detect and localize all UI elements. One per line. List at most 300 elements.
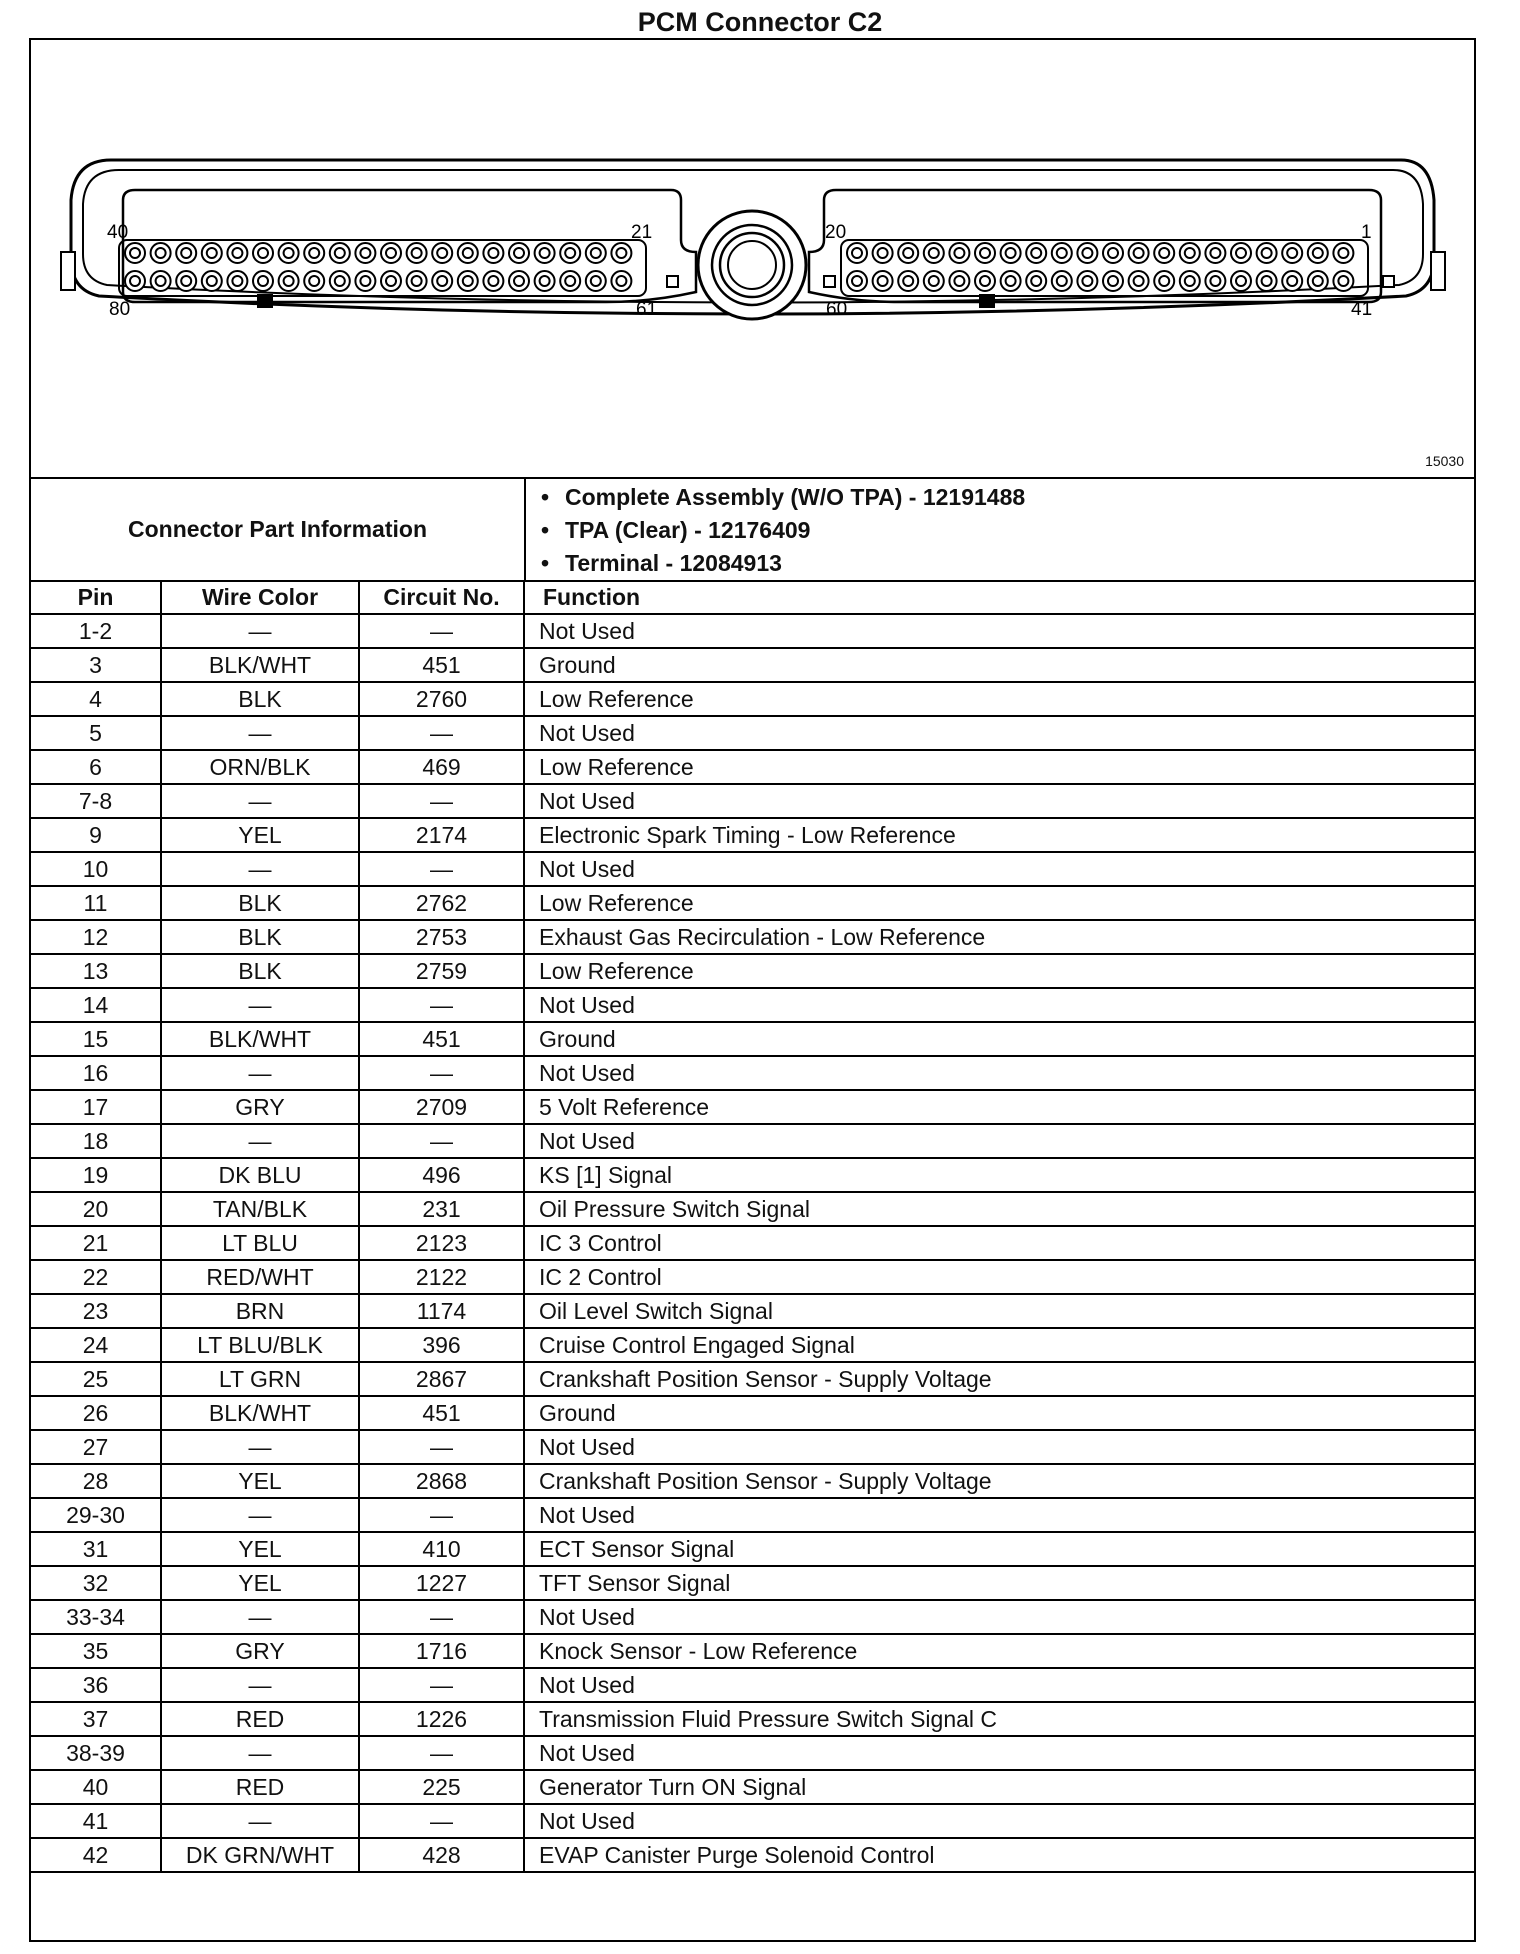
function-cell: Cruise Control Engaged Signal xyxy=(524,1328,1474,1362)
pin-socket xyxy=(151,243,171,263)
pin-socket xyxy=(304,271,324,291)
function-cell: IC 3 Control xyxy=(524,1226,1474,1260)
pin-cell: 11 xyxy=(31,886,161,920)
circuit-cell: — xyxy=(359,1056,524,1090)
pin-socket xyxy=(1180,243,1200,263)
function-cell: ECT Sensor Signal xyxy=(524,1532,1474,1566)
header-wire-color: Wire Color xyxy=(161,581,359,614)
table-row xyxy=(31,648,1474,682)
circuit-cell: — xyxy=(359,1498,524,1532)
function-cell: Not Used xyxy=(524,1668,1474,1702)
right-polarizer xyxy=(979,294,995,308)
wire-color-cell: GRY xyxy=(161,1090,359,1124)
pin-socket xyxy=(975,243,995,263)
pin-socket xyxy=(1154,243,1174,263)
wire-color-cell: LT BLU xyxy=(161,1226,359,1260)
pin-socket xyxy=(1282,271,1302,291)
pin-cell: 6 xyxy=(31,750,161,784)
circuit-cell: 2759 xyxy=(359,954,524,988)
pin-socket xyxy=(1001,271,1021,291)
circuit-cell: — xyxy=(359,1430,524,1464)
pin-cell: 36 xyxy=(31,1668,161,1702)
wire-color-cell: DK BLU xyxy=(161,1158,359,1192)
pin-cell: 12 xyxy=(31,920,161,954)
wire-color-cell: BLK xyxy=(161,886,359,920)
pin-socket xyxy=(176,243,196,263)
pin-label-20: 20 xyxy=(825,222,847,243)
circuit-cell: 2174 xyxy=(359,818,524,852)
wire-color-cell: LT BLU/BLK xyxy=(161,1328,359,1362)
function-cell: KS [1] Signal xyxy=(524,1158,1474,1192)
pin-socket xyxy=(1154,271,1174,291)
pin-socket xyxy=(202,271,222,291)
function-cell: Not Used xyxy=(524,1600,1474,1634)
circuit-cell: 451 xyxy=(359,1396,524,1430)
pin-socket xyxy=(535,271,555,291)
circuit-cell: — xyxy=(359,716,524,750)
wire-color-cell: — xyxy=(161,1056,359,1090)
circuit-cell: 1716 xyxy=(359,1634,524,1668)
circuit-cell: 496 xyxy=(359,1158,524,1192)
right-latch xyxy=(1431,252,1445,290)
table-row xyxy=(31,750,1474,784)
pin-socket xyxy=(125,271,145,291)
wire-color-cell: — xyxy=(161,1600,359,1634)
circuit-cell: 231 xyxy=(359,1192,524,1226)
pin-socket xyxy=(330,271,350,291)
wire-color-cell: BLK/WHT xyxy=(161,648,359,682)
circuit-cell: 1174 xyxy=(359,1294,524,1328)
pin-socket xyxy=(873,243,893,263)
pin-socket xyxy=(1129,243,1149,263)
pin-socket xyxy=(611,243,631,263)
function-cell: Not Used xyxy=(524,852,1474,886)
pin-cell: 31 xyxy=(31,1532,161,1566)
circuit-cell: — xyxy=(359,784,524,818)
circuit-cell: — xyxy=(359,852,524,886)
circuit-cell: 410 xyxy=(359,1532,524,1566)
pin-socket xyxy=(407,243,427,263)
table-row xyxy=(31,1566,1474,1600)
pin-cell: 5 xyxy=(31,716,161,750)
circuit-cell: 1227 xyxy=(359,1566,524,1600)
part-info-label: Connector Part Information xyxy=(31,479,526,580)
pin-socket xyxy=(1282,243,1302,263)
pin-socket xyxy=(873,271,893,291)
table-row xyxy=(31,1022,1474,1056)
pin-socket xyxy=(898,271,918,291)
pin-cell: 41 xyxy=(31,1804,161,1838)
right-pin-grid xyxy=(847,243,1353,291)
pin-socket xyxy=(1052,243,1072,263)
pin-socket xyxy=(355,271,375,291)
circuit-cell: — xyxy=(359,1124,524,1158)
pin-socket xyxy=(227,271,247,291)
part-info-item: • TPA (Clear) - 12176409 xyxy=(541,514,1025,547)
table-row xyxy=(31,1158,1474,1192)
pin-cell: 13 xyxy=(31,954,161,988)
pin-socket xyxy=(483,243,503,263)
pin-socket xyxy=(355,243,375,263)
table-row xyxy=(31,1192,1474,1226)
pin-cell: 20 xyxy=(31,1192,161,1226)
circuit-cell: — xyxy=(359,1736,524,1770)
function-cell: Oil Level Switch Signal xyxy=(524,1294,1474,1328)
pin-cell: 25 xyxy=(31,1362,161,1396)
function-cell: Not Used xyxy=(524,1124,1474,1158)
header-function: Function xyxy=(524,581,1474,614)
pin-socket xyxy=(924,243,944,263)
circuit-cell: 428 xyxy=(359,1838,524,1872)
pin-cell: 42 xyxy=(31,1838,161,1872)
pin-cell: 22 xyxy=(31,1260,161,1294)
connector-diagram-svg xyxy=(31,40,1474,477)
function-cell: Generator Turn ON Signal xyxy=(524,1770,1474,1804)
table-row xyxy=(31,818,1474,852)
pin-cell: 17 xyxy=(31,1090,161,1124)
function-cell: Crankshaft Position Sensor - Supply Voltage xyxy=(524,1464,1474,1498)
pin-cell: 4 xyxy=(31,682,161,716)
pin-socket xyxy=(458,271,478,291)
pin-label-1: 1 xyxy=(1361,222,1372,243)
connector-part-information xyxy=(31,479,1474,582)
table-row xyxy=(31,1226,1474,1260)
header-pin: Pin xyxy=(31,581,161,614)
table-row xyxy=(31,1498,1474,1532)
table-row xyxy=(31,1736,1474,1770)
pin-socket xyxy=(432,243,452,263)
circuit-cell: — xyxy=(359,1668,524,1702)
pin-socket xyxy=(1205,243,1225,263)
circuit-cell: 2867 xyxy=(359,1362,524,1396)
wire-color-cell: — xyxy=(161,1804,359,1838)
pin-socket xyxy=(975,271,995,291)
function-cell: Ground xyxy=(524,648,1474,682)
circuit-cell: 2122 xyxy=(359,1260,524,1294)
connector-diagram xyxy=(31,40,1474,479)
pin-socket xyxy=(432,271,452,291)
pin-function-table xyxy=(31,581,1474,1873)
pin-label-40: 40 xyxy=(107,222,129,243)
function-cell: TFT Sensor Signal xyxy=(524,1566,1474,1600)
function-cell: Ground xyxy=(524,1022,1474,1056)
wire-color-cell: — xyxy=(161,784,359,818)
left-polarizer xyxy=(257,294,273,308)
table-row xyxy=(31,1600,1474,1634)
pin-socket xyxy=(381,243,401,263)
table-row xyxy=(31,886,1474,920)
pin-socket xyxy=(1077,271,1097,291)
left-latch xyxy=(61,252,75,290)
function-cell: Not Used xyxy=(524,988,1474,1022)
function-cell: Low Reference xyxy=(524,682,1474,716)
pin-socket xyxy=(611,271,631,291)
pin-socket xyxy=(381,271,401,291)
function-cell: Not Used xyxy=(524,716,1474,750)
pin-cell: 40 xyxy=(31,1770,161,1804)
pin-cell: 24 xyxy=(31,1328,161,1362)
pin-socket xyxy=(847,243,867,263)
pin-socket xyxy=(330,243,350,263)
right-key-square xyxy=(1383,276,1394,287)
pin-socket xyxy=(1205,271,1225,291)
function-cell: Transmission Fluid Pressure Switch Signal C xyxy=(524,1702,1474,1736)
pin-cell: 19 xyxy=(31,1158,161,1192)
pin-cell: 35 xyxy=(31,1634,161,1668)
table-row xyxy=(31,1838,1474,1872)
pin-cell: 33-34 xyxy=(31,1600,161,1634)
table-header-row xyxy=(31,581,1474,614)
table-row xyxy=(31,988,1474,1022)
table-row xyxy=(31,614,1474,648)
pin-cell: 37 xyxy=(31,1702,161,1736)
left-pin-grid xyxy=(125,243,631,291)
pin-socket xyxy=(509,243,529,263)
wire-color-cell: — xyxy=(161,1430,359,1464)
pin-cell: 16 xyxy=(31,1056,161,1090)
pin-socket xyxy=(1103,271,1123,291)
function-cell: Not Used xyxy=(524,1430,1474,1464)
wire-color-cell: BLK xyxy=(161,682,359,716)
pin-socket xyxy=(1001,243,1021,263)
wire-color-cell: — xyxy=(161,1736,359,1770)
wire-color-cell: — xyxy=(161,988,359,1022)
circuit-cell: 1226 xyxy=(359,1702,524,1736)
circuit-cell: — xyxy=(359,1804,524,1838)
wire-color-cell: LT GRN xyxy=(161,1362,359,1396)
pin-label-60: 60 xyxy=(826,299,848,320)
table-row xyxy=(31,1464,1474,1498)
wire-color-cell: YEL xyxy=(161,1532,359,1566)
wire-color-cell: — xyxy=(161,1124,359,1158)
table-row xyxy=(31,1702,1474,1736)
table-row xyxy=(31,920,1474,954)
table-row xyxy=(31,1804,1474,1838)
center-left-key-square xyxy=(824,276,835,287)
wire-color-cell: — xyxy=(161,614,359,648)
pin-socket xyxy=(560,271,580,291)
wire-color-cell: BLK/WHT xyxy=(161,1396,359,1430)
circuit-cell: 2753 xyxy=(359,920,524,954)
table-row xyxy=(31,1770,1474,1804)
pin-cell: 29-30 xyxy=(31,1498,161,1532)
pin-label-61: 61 xyxy=(636,299,658,320)
circuit-cell: 2123 xyxy=(359,1226,524,1260)
wire-color-cell: YEL xyxy=(161,818,359,852)
table-row xyxy=(31,1090,1474,1124)
circuit-cell: 451 xyxy=(359,648,524,682)
pin-socket xyxy=(407,271,427,291)
pin-socket xyxy=(253,243,273,263)
wire-color-cell: BLK xyxy=(161,954,359,988)
wire-color-cell: BLK xyxy=(161,920,359,954)
pin-socket xyxy=(586,243,606,263)
wire-color-cell: — xyxy=(161,852,359,886)
pin-socket xyxy=(1180,271,1200,291)
pin-cell: 28 xyxy=(31,1464,161,1498)
pin-socket xyxy=(535,243,555,263)
table-row xyxy=(31,1056,1474,1090)
circuit-cell: 2868 xyxy=(359,1464,524,1498)
wire-color-cell: RED xyxy=(161,1770,359,1804)
function-cell: Crankshaft Position Sensor - Supply Voltage xyxy=(524,1362,1474,1396)
circuit-cell: — xyxy=(359,988,524,1022)
function-cell: 5 Volt Reference xyxy=(524,1090,1474,1124)
wire-color-cell: YEL xyxy=(161,1464,359,1498)
pin-socket xyxy=(1308,271,1328,291)
table-row xyxy=(31,1124,1474,1158)
table-row xyxy=(31,1396,1474,1430)
table-row xyxy=(31,1362,1474,1396)
function-cell: Not Used xyxy=(524,1056,1474,1090)
wire-color-cell: — xyxy=(161,1498,359,1532)
function-cell: Ground xyxy=(524,1396,1474,1430)
pin-socket xyxy=(483,271,503,291)
wire-color-cell: RED/WHT xyxy=(161,1260,359,1294)
wire-color-cell: DK GRN/WHT xyxy=(161,1838,359,1872)
pin-cell: 9 xyxy=(31,818,161,852)
pin-socket xyxy=(1257,271,1277,291)
pin-socket xyxy=(151,271,171,291)
pin-cell: 10 xyxy=(31,852,161,886)
circuit-cell: 469 xyxy=(359,750,524,784)
pin-cell: 3 xyxy=(31,648,161,682)
pin-socket xyxy=(560,243,580,263)
pin-socket xyxy=(898,243,918,263)
wire-color-cell: — xyxy=(161,1668,359,1702)
pin-label-41: 41 xyxy=(1351,299,1373,320)
function-cell: Low Reference xyxy=(524,886,1474,920)
pin-socket xyxy=(586,271,606,291)
pin-socket xyxy=(1026,243,1046,263)
wire-color-cell: GRY xyxy=(161,1634,359,1668)
function-cell: Low Reference xyxy=(524,750,1474,784)
circuit-cell: 2760 xyxy=(359,682,524,716)
pin-socket xyxy=(1308,243,1328,263)
circuit-cell: 2762 xyxy=(359,886,524,920)
function-cell: Low Reference xyxy=(524,954,1474,988)
table-row xyxy=(31,1430,1474,1464)
pin-cell: 1-2 xyxy=(31,614,161,648)
wire-color-cell: BLK/WHT xyxy=(161,1022,359,1056)
circuit-cell: 396 xyxy=(359,1328,524,1362)
pin-cell: 26 xyxy=(31,1396,161,1430)
wire-color-cell: YEL xyxy=(161,1566,359,1600)
pin-cell: 32 xyxy=(31,1566,161,1600)
pin-socket xyxy=(924,271,944,291)
table-row xyxy=(31,1634,1474,1668)
circuit-cell: 451 xyxy=(359,1022,524,1056)
pin-socket xyxy=(253,271,273,291)
pin-socket xyxy=(279,271,299,291)
wire-color-cell: TAN/BLK xyxy=(161,1192,359,1226)
connector-document-frame xyxy=(29,38,1476,1942)
pin-socket xyxy=(1026,271,1046,291)
table-row xyxy=(31,1532,1474,1566)
table-row xyxy=(31,716,1474,750)
function-cell: Not Used xyxy=(524,1804,1474,1838)
header-circuit-no: Circuit No. xyxy=(359,581,524,614)
pin-cell: 18 xyxy=(31,1124,161,1158)
table-row xyxy=(31,784,1474,818)
circuit-cell: — xyxy=(359,1600,524,1634)
table-row xyxy=(31,852,1474,886)
figure-number: 15030 xyxy=(1425,453,1464,469)
pin-cell: 27 xyxy=(31,1430,161,1464)
table-row xyxy=(31,682,1474,716)
pin-cell: 21 xyxy=(31,1226,161,1260)
wire-color-cell: ORN/BLK xyxy=(161,750,359,784)
table-row xyxy=(31,1260,1474,1294)
pin-socket xyxy=(1052,271,1072,291)
pin-socket xyxy=(1231,271,1251,291)
pin-cell: 7-8 xyxy=(31,784,161,818)
pin-socket xyxy=(1333,243,1353,263)
table-row xyxy=(31,1668,1474,1702)
pin-socket xyxy=(125,243,145,263)
pin-cell: 14 xyxy=(31,988,161,1022)
page-title: PCM Connector C2 xyxy=(637,7,883,37)
function-cell: IC 2 Control xyxy=(524,1260,1474,1294)
pin-cell: 23 xyxy=(31,1294,161,1328)
circuit-cell: 225 xyxy=(359,1770,524,1804)
pin-label-21: 21 xyxy=(631,222,653,243)
wire-color-cell: — xyxy=(161,716,359,750)
part-info-list xyxy=(541,481,1025,580)
pin-socket xyxy=(279,243,299,263)
function-cell: Not Used xyxy=(524,1498,1474,1532)
pin-socket xyxy=(1231,243,1251,263)
pin-cell: 15 xyxy=(31,1022,161,1056)
wire-color-cell: BRN xyxy=(161,1294,359,1328)
pin-socket xyxy=(1129,271,1149,291)
pin-socket xyxy=(1257,243,1277,263)
pin-label-80: 80 xyxy=(109,299,131,320)
pin-socket xyxy=(176,271,196,291)
pin-socket xyxy=(509,271,529,291)
part-info-item: • Complete Assembly (W/O TPA) - 12191488 xyxy=(541,481,1025,514)
part-info-item: • Terminal - 12084913 xyxy=(541,547,1025,580)
pin-socket xyxy=(1103,243,1123,263)
pin-socket xyxy=(304,243,324,263)
function-cell: Not Used xyxy=(524,614,1474,648)
pin-socket xyxy=(202,243,222,263)
pin-socket xyxy=(949,271,969,291)
function-cell: Oil Pressure Switch Signal xyxy=(524,1192,1474,1226)
function-cell: Not Used xyxy=(524,784,1474,818)
table-row xyxy=(31,1328,1474,1362)
pin-socket xyxy=(847,271,867,291)
pin-socket xyxy=(949,243,969,263)
function-cell: Exhaust Gas Recirculation - Low Reference xyxy=(524,920,1474,954)
wire-color-cell: RED xyxy=(161,1702,359,1736)
center-bolt-icon xyxy=(698,211,806,319)
left-key-square xyxy=(667,276,678,287)
pin-socket xyxy=(1077,243,1097,263)
function-cell: Electronic Spark Timing - Low Reference xyxy=(524,818,1474,852)
pin-socket xyxy=(1333,271,1353,291)
pin-cell: 38-39 xyxy=(31,1736,161,1770)
pin-socket xyxy=(227,243,247,263)
function-cell: EVAP Canister Purge Solenoid Control xyxy=(524,1838,1474,1872)
circuit-cell: — xyxy=(359,614,524,648)
circuit-cell: 2709 xyxy=(359,1090,524,1124)
pin-socket xyxy=(458,243,478,263)
function-cell: Not Used xyxy=(524,1736,1474,1770)
table-row xyxy=(31,1294,1474,1328)
table-row xyxy=(31,954,1474,988)
function-cell: Knock Sensor - Low Reference xyxy=(524,1634,1474,1668)
